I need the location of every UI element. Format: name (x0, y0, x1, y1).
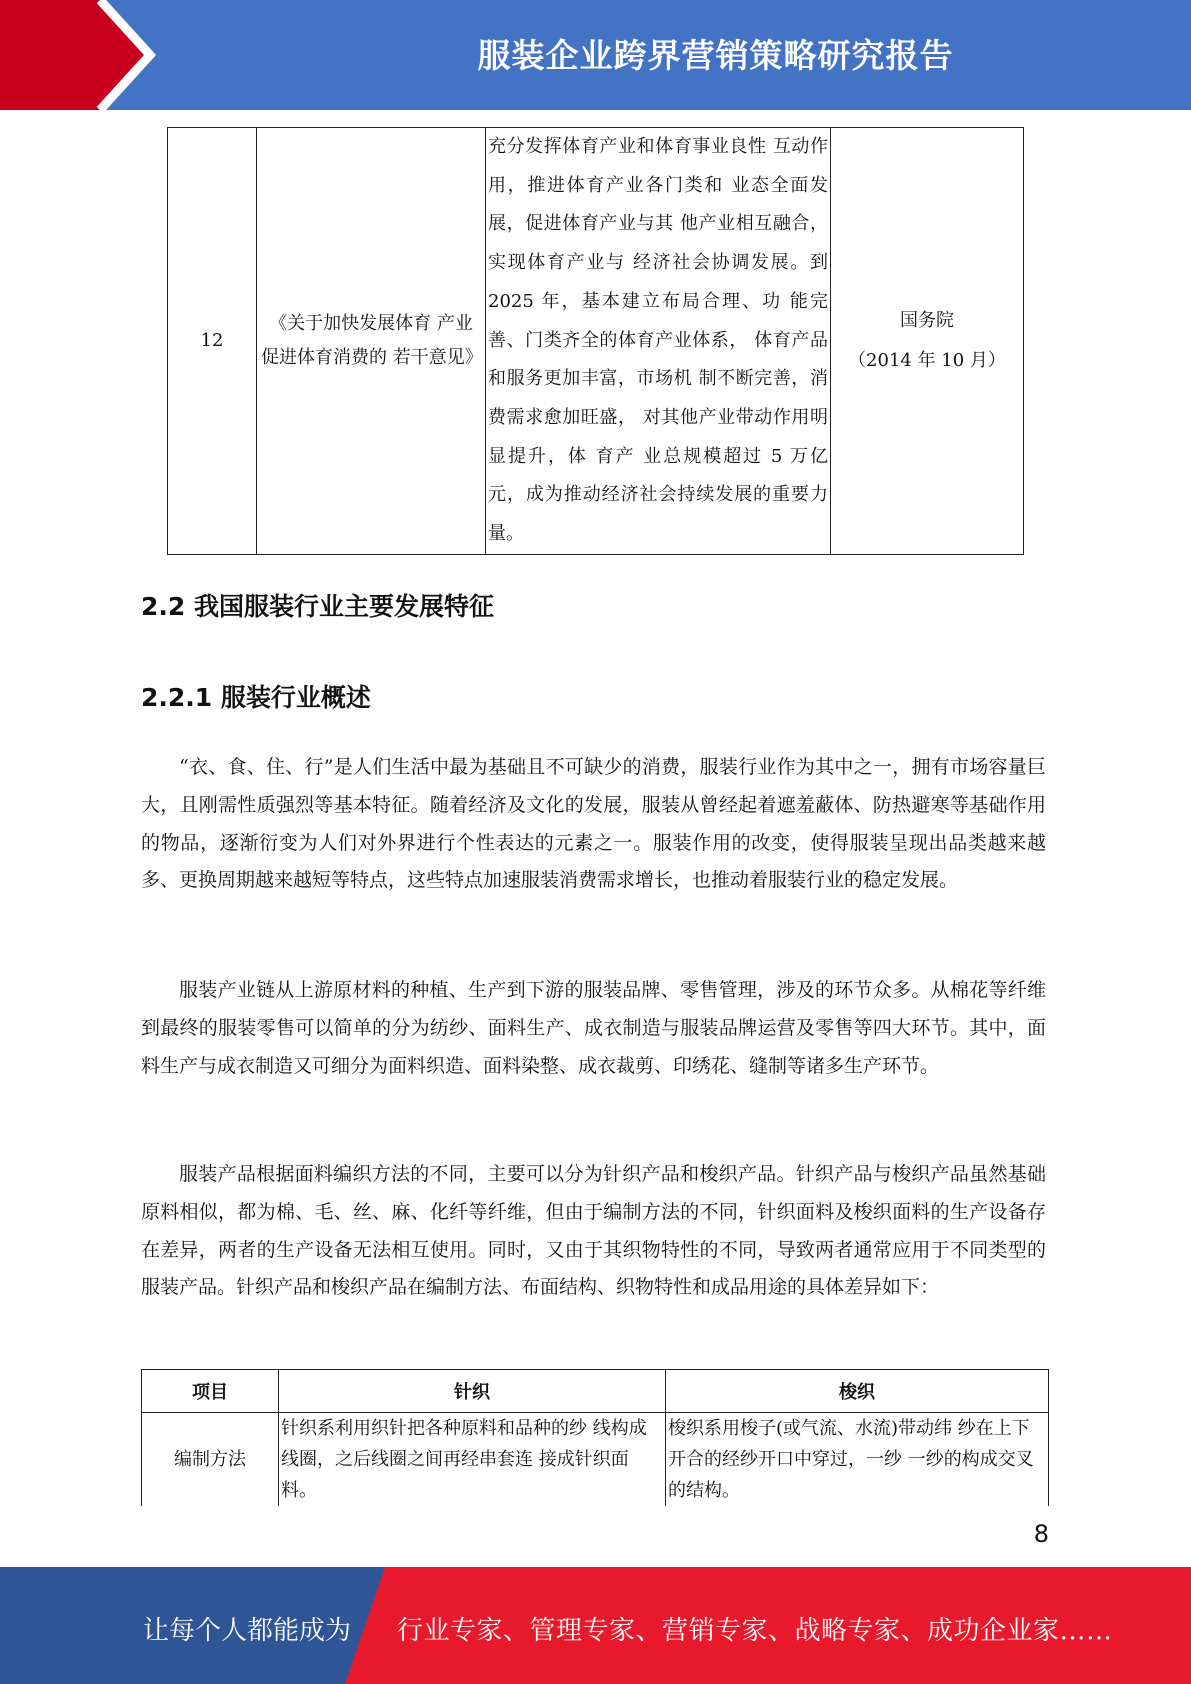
footer-slogan-left: 让每个人都能成为 (143, 1616, 352, 1646)
header-woven: 梭织 (666, 1370, 1049, 1413)
header-item: 项目 (142, 1370, 279, 1413)
page-footer (0, 1567, 1191, 1684)
knit-woven-comparison-table (141, 1369, 1049, 1507)
woven-cell: 梭织系用梭子(或气流、水流)带动纬 纱在上下开合的经纱开口中穿过，一纱 一纱的构成交叉的结构。 (666, 1413, 1049, 1507)
report-title: 服装企业跨界营销策略研究报告 (477, 36, 954, 75)
table-row (142, 1413, 1049, 1507)
page-bottom-margin (0, 1506, 1191, 1566)
issuer-name: 国务院 (900, 309, 954, 331)
paragraph-1: “衣、食、住、行”是人们生活中最为基础且不可缺少的消费，服装行业作为其中之一，拥有市场容量巨大，且刚需性质强烈等基本特征。随着经济及文化的发展，服装从曾经起着遮羞蔽体、防热避寒等基础作用的物品，逐渐衍变为人们对外界进行个性表达的元素之一。服装作用的改变，使得服装呈现出品类越来越多、更换周期越来越短等特点，这些特点加速服装消费需求增长，也推动着服装行业的稳定发展。 (141, 756, 1046, 892)
subsection-heading: 2.2.1 服装行业概述 (141, 683, 371, 712)
footer-slogan-right: 行业专家、管理专家、营销专家、战略专家、成功企业家…… (397, 1616, 1113, 1646)
row-number: 12 (168, 128, 257, 555)
policy-issuer-cell (831, 128, 1024, 555)
policy-content: 充分发挥体育产业和体育事业良性 互动作用，推进体育产业各门类和 业态全面发展，促进体育产业与其 他产业相互融合，实现体育产业与 经济社会协调发展。到 2025 年，基本建立布局合理、功 能完善、门类齐全的体育产业体系， 体育产品和服务更加丰富，市场机 制不断完善，消费需求愈加旺盛， 对其他产业带动作用明显提升，体 育产 业总规模超过 5 万亿元，成为推动经济社会持续发展的重要力 量。 (486, 128, 831, 555)
header-arrow-decoration (0, 0, 160, 110)
page-header (0, 0, 1191, 110)
paragraph-2: 服装产业链从上游原材料的种植、生产到下游的服装品牌、零售管理，涉及的环节众多。从棉花等纤维到最终的服装零售可以简单的分为纺纱、面料生产、成衣制造与服装品牌运营及零售等四大环节。其中，面料生产与成衣制造又可细分为面料织造、面料染整、成衣裁剪、印绣花、缝制等诸多生产环节。 (141, 979, 1046, 1077)
section-heading: 2.2 我国服装行业主要发展特征 (141, 592, 494, 621)
policy-table (167, 127, 1024, 555)
item-cell: 编制方法 (142, 1413, 279, 1507)
knit-cell: 针织系利用织针把各种原料和品种的纱 线构成线圈，之后线圈之间再经串套连 接成针织面料。 (279, 1413, 666, 1507)
table-row (168, 128, 1024, 555)
paragraph-3: 服装产品根据面料编织方法的不同，主要可以分为针织产品和梭织产品。针织产品与梭织产品虽然基础原料相似，都为棉、毛、丝、麻、化纤等纤维，但由于编制方法的不同，针织面料及梭织面料的生产设备存在差异，两者的生产设备无法相互使用。同时，又由于其织物特性的不同，导致两者通常应用于不同类型的服装产品。针织产品和梭织产品在编制方法、布面结构、织物特性和成品用途的具体差异如下： (141, 1163, 1046, 1299)
issue-date: （2014 年 10 月） (848, 349, 1006, 371)
policy-name: 《关于加快发展体育 产业促进体育消费的 若干意见》 (257, 128, 486, 555)
table-header-row (142, 1370, 1049, 1413)
page-number: 8 (1033, 1520, 1049, 1548)
header-knit: 针织 (279, 1370, 666, 1413)
